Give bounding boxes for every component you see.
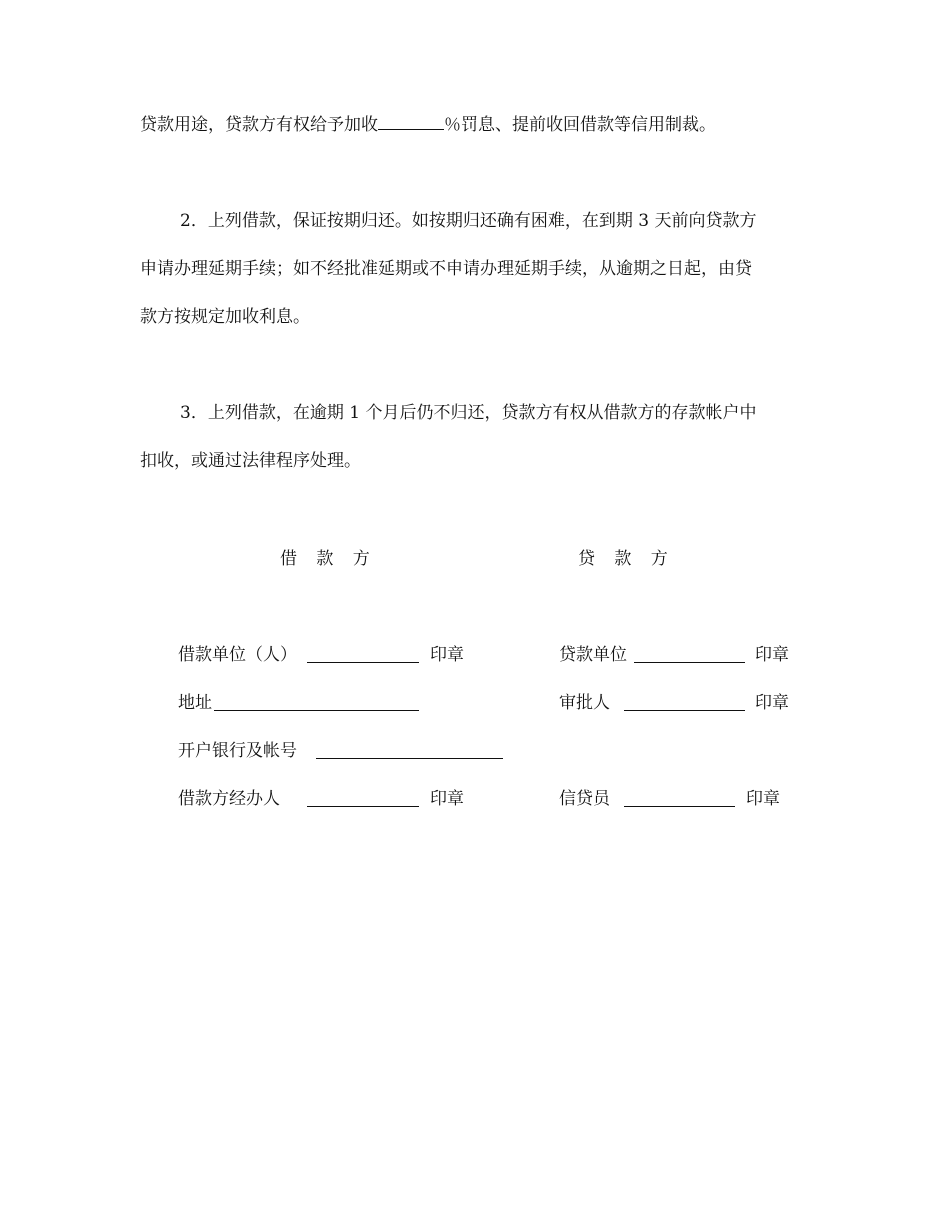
- lender-unit-field[interactable]: [634, 662, 745, 663]
- lender-officer-label: 信贷员: [559, 789, 610, 809]
- lender-approver-seal: 印章: [755, 693, 789, 713]
- paragraph-2-line-1: 2．上列借款，保证按期归还。如按期归还确有困难，在到期 3 天前向贷款方: [180, 211, 757, 231]
- borrower-unit-label: 借款单位（人）: [178, 645, 297, 665]
- borrower-agent-seal: 印章: [430, 789, 464, 809]
- paragraph-2-line-2: 申请办理延期手续；如不经批准延期或不申请办理延期手续，从逾期之日起，由贷: [140, 259, 752, 279]
- lender-approver-field[interactable]: [624, 710, 745, 711]
- lender-officer-seal: 印章: [746, 789, 780, 809]
- penalty-rate-blank[interactable]: [378, 113, 444, 130]
- paragraph-1-text-a: 贷款用途，贷款方有权给予加收: [140, 115, 378, 135]
- paragraph-2-line-3: 款方按规定加收利息。: [140, 307, 310, 327]
- borrower-bank-label: 开户银行及帐号: [178, 741, 297, 761]
- borrower-agent-label: 借款方经办人: [178, 789, 280, 809]
- paragraph-3-line-1: 3．上列借款，在逾期 1 个月后仍不归还，贷款方有权从借款方的存款帐户中: [180, 403, 757, 423]
- lender-unit-seal: 印章: [755, 645, 789, 665]
- borrower-unit-field[interactable]: [307, 662, 419, 663]
- lender-approver-label: 审批人: [559, 693, 610, 713]
- lender-officer-field[interactable]: [624, 806, 735, 807]
- lender-unit-label: 贷款单位: [559, 645, 627, 665]
- borrower-bank-field[interactable]: [316, 758, 503, 759]
- lender-heading: 贷 款 方: [578, 549, 668, 569]
- paragraph-1-line-1: [140, 113, 716, 137]
- paragraph-1-text-b: ％罚息、提前收回借款等信用制裁。: [444, 115, 716, 135]
- borrower-unit-seal: 印章: [430, 645, 464, 665]
- paragraph-3-line-2: 扣收，或通过法律程序处理。: [140, 451, 361, 471]
- borrower-agent-field[interactable]: [307, 806, 419, 807]
- borrower-address-field[interactable]: [214, 710, 419, 711]
- borrower-heading: 借 款 方: [280, 549, 370, 569]
- borrower-address-label: 地址: [178, 693, 212, 713]
